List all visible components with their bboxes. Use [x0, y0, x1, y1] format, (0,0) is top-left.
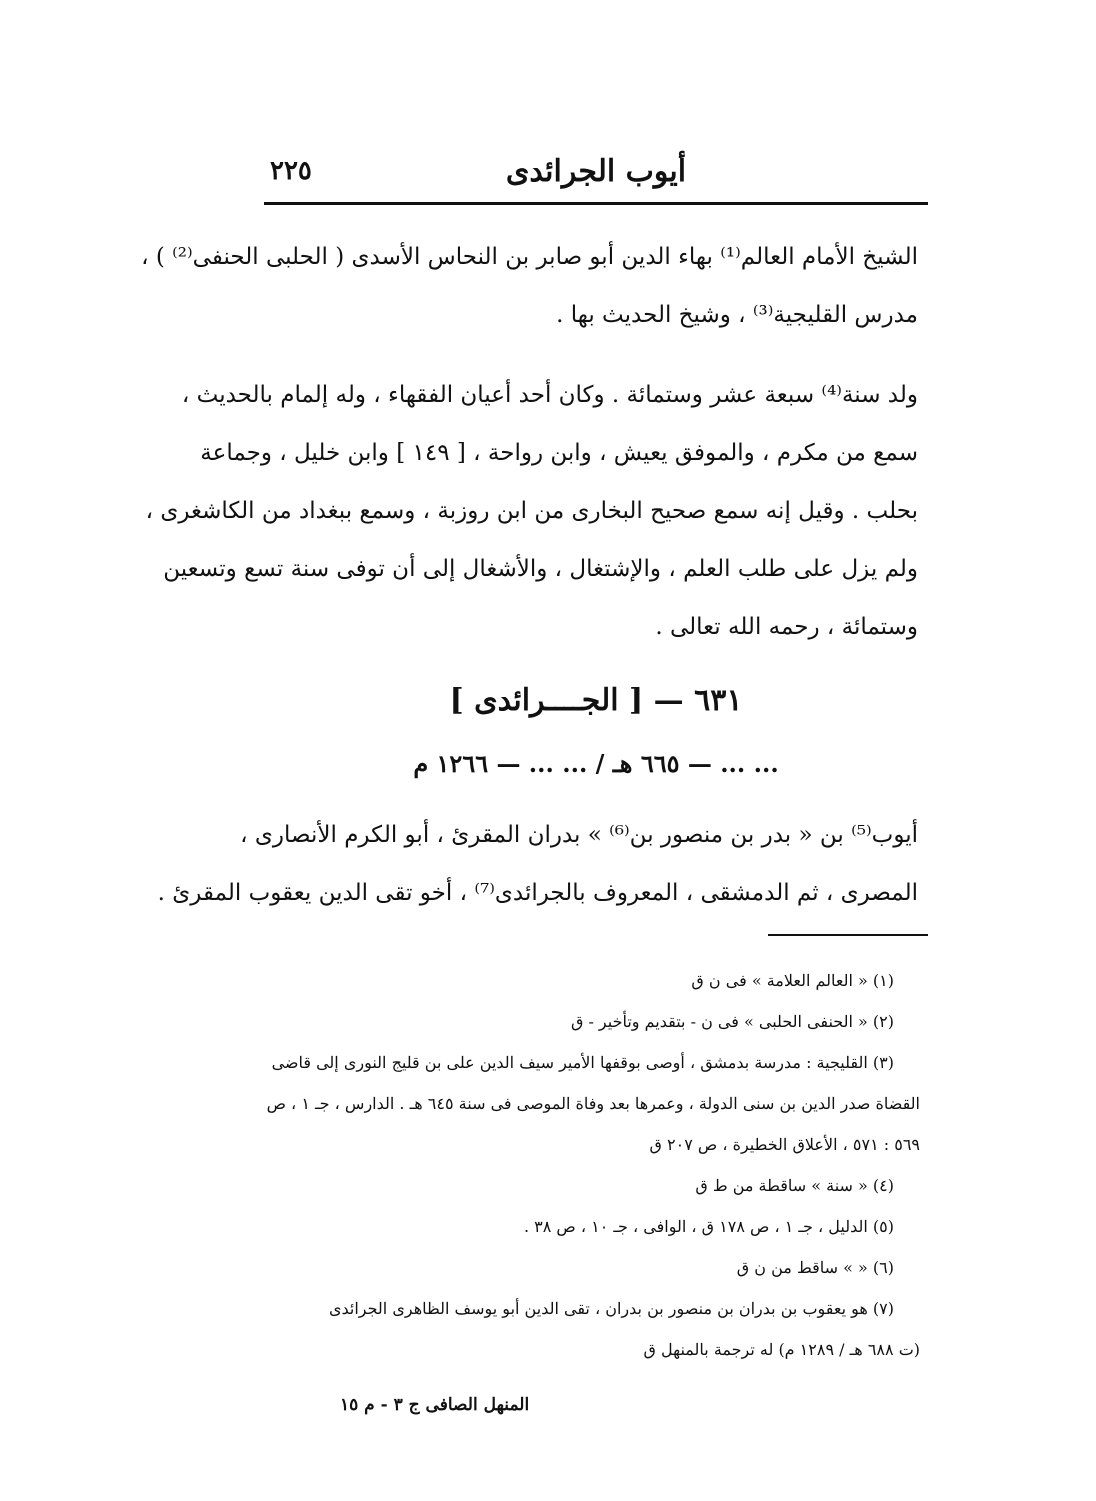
text-line: الشيخ الأمام العالم⁽¹⁾ بهاء الدين أبو صابر بن النحاس الأسدى ( الحلبى الحنفى⁽²⁾ ) ، [141, 244, 918, 270]
footnote-continuation: (ت ٦٨٨ هـ / ١٢٨٩ م) له ترجمة بالمنهل ق [643, 1340, 920, 1359]
text-line: أيوب⁽⁵⁾ بن « بدر بن منصور بن⁽⁶⁾ » بدران المقرئ ، أبو الكرم الأنصارى ، [240, 822, 918, 848]
text-line: المصرى ، ثم الدمشقى ، المعروف بالجرائدى⁽⁷⁾ ، أخو تقى الدين يعقوب المقرئ . [157, 880, 918, 906]
paragraph-1 [141, 228, 918, 344]
entry-dates: ... ... — ٦٦٥ هـ / ... ... — ١٢٦٦ م [413, 749, 779, 778]
footnote: (٧) هو يعقوب بن بدران بن منصور بن بدران ، تقى الدين أبو يوسف الظاهرى الجرائدى [328, 1299, 894, 1318]
entry-heading: ٦٣١ — [ الجــــرائدى ] [449, 683, 743, 718]
footnote-divider [768, 934, 928, 936]
text-line: وستمائة ، رحمه الله تعالى . [655, 614, 918, 640]
text-line: ولد سنة⁽⁴⁾ سبعة عشر وستمائة . وكان أحد أعيان الفقهاء ، وله إلمام بالحديث ، [181, 382, 918, 408]
footnote: (٣) القليجية : مدرسة بدمشق ، أوصى بوقفها الأمير سيف الدين على بن قليج النورى إلى قاضى [271, 1053, 894, 1072]
footnote: (١) « العالم العلامة » فى ن ق [691, 971, 894, 990]
text-line: مدرس القليجية⁽³⁾ ، وشيخ الحديث بها . [556, 302, 918, 328]
text-line: ولم يزل على طلب العلم ، والإشتغال ، والأشغال إلى أن توفى سنة تسع وتسعين [163, 556, 918, 582]
text-line: سمع من مكرم ، والموفق يعيش ، وابن رواحة ، [ ١٤٩ ] وابن خليل ، وجماعة [200, 440, 918, 466]
footnote: (٦) « » ساقط من ن ق [736, 1258, 894, 1277]
footnotes [266, 960, 920, 1370]
footnote-continuation: القضاة صدر الدين بن سنى الدولة ، وعمرها بعد وفاة الموصى فى سنة ٦٤٥ هـ . الدارس ، جـ ١ ، ص [266, 1094, 920, 1113]
running-title: أيوب الجرائدى [505, 154, 687, 189]
running-header [264, 146, 928, 205]
footnote: (٥) الدليل ، جـ ١ ، ص ١٧٨ ق ، الوافى ، جـ ١٠ ، ص ٣٨ . [523, 1217, 894, 1236]
footnote-continuation: ٥٦٩ : ٥٧١ ، الأعلاق الخطيرة ، ص ٢٠٧ ق [649, 1135, 920, 1154]
signature-mark: المنهل الصافى ج ٣ - م ١٥ [340, 1395, 530, 1415]
text-line: بحلب . وقيل إنه سمع صحيح البخارى من ابن روزبة ، وسمع ببغداد من الكاشغرى ، [145, 498, 918, 524]
paragraph-2 [145, 366, 918, 656]
paragraph-3 [157, 806, 918, 922]
footnote: (٢) « الحنفى الحلبى » فى ن - بتقديم وتأخير - ق [570, 1012, 894, 1031]
footnote: (٤) « سنة » ساقطة من ط ق [695, 1176, 894, 1195]
page-number: ٢٢٥ [270, 156, 312, 186]
